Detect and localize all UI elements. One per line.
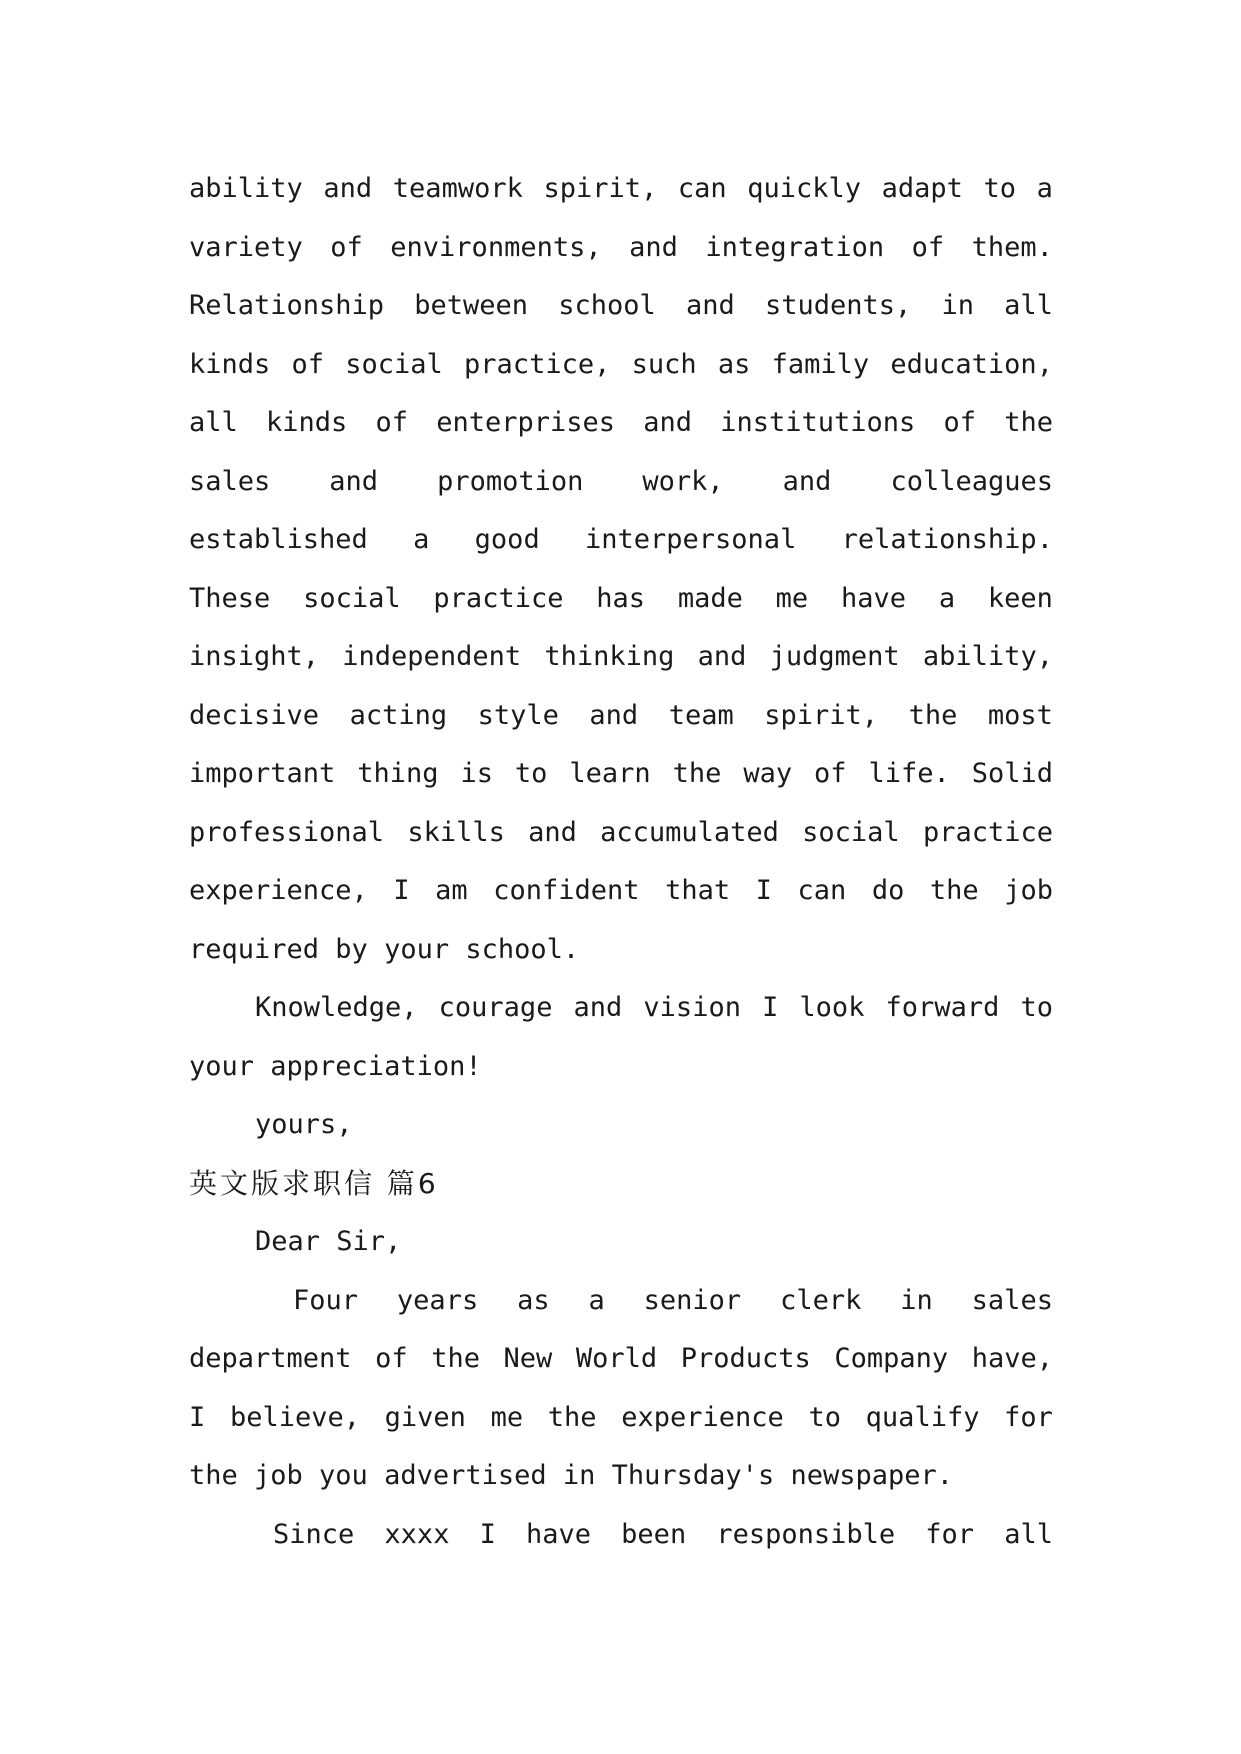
word: a bbox=[938, 582, 956, 614]
word: variety bbox=[189, 231, 303, 263]
word: and bbox=[643, 407, 692, 438]
word: skills bbox=[407, 816, 505, 848]
closing: yours, bbox=[255, 1109, 353, 1140]
word: of bbox=[291, 348, 325, 380]
word: that bbox=[665, 875, 731, 906]
word: for bbox=[925, 1518, 975, 1550]
word: of bbox=[911, 231, 945, 263]
word: department bbox=[189, 1343, 352, 1374]
word: education, bbox=[890, 348, 1053, 380]
word: and bbox=[697, 641, 747, 672]
word: way bbox=[743, 758, 793, 789]
word: a bbox=[588, 1284, 605, 1316]
word: vision bbox=[643, 992, 741, 1023]
paragraph-3-last-line: the job you advertised in Thursday's newspaper. bbox=[189, 1460, 954, 1491]
text-line bbox=[189, 1389, 1053, 1448]
paragraph-2-first-line bbox=[189, 979, 1053, 1038]
word: and bbox=[329, 465, 379, 497]
word: for bbox=[1004, 1401, 1053, 1433]
word: given bbox=[384, 1401, 466, 1433]
word: experience bbox=[621, 1401, 784, 1433]
word: Products bbox=[680, 1343, 811, 1374]
word: have, bbox=[971, 1343, 1053, 1374]
word: life. bbox=[868, 758, 950, 789]
word: and bbox=[589, 699, 639, 731]
word: integration bbox=[705, 231, 885, 263]
word: believe, bbox=[229, 1401, 360, 1433]
word: all bbox=[189, 407, 238, 438]
word: experience, bbox=[189, 875, 368, 906]
word: ability bbox=[189, 173, 303, 204]
word: a bbox=[413, 524, 430, 555]
word: practice bbox=[922, 816, 1053, 848]
text-line bbox=[189, 804, 1053, 863]
word: thing bbox=[357, 758, 439, 789]
word: Four bbox=[293, 1284, 359, 1316]
text-line bbox=[189, 394, 1053, 453]
word: kinds bbox=[265, 407, 348, 438]
word: environments, bbox=[390, 231, 602, 263]
word: do bbox=[871, 875, 905, 906]
word: to bbox=[983, 173, 1017, 204]
word: social bbox=[802, 816, 900, 848]
word: most bbox=[987, 699, 1053, 731]
word: responsible bbox=[716, 1518, 896, 1550]
word: Solid bbox=[971, 758, 1053, 789]
word: senior bbox=[643, 1284, 742, 1316]
text-line bbox=[189, 453, 1053, 512]
word: adapt bbox=[881, 173, 963, 204]
word: judgment bbox=[769, 641, 900, 672]
word: I bbox=[762, 992, 779, 1023]
word: Since bbox=[273, 1518, 355, 1550]
paragraph-1-last-line: required by your school. bbox=[189, 933, 580, 965]
word: and bbox=[573, 992, 623, 1023]
word: Knowledge, bbox=[255, 992, 418, 1023]
word: Company bbox=[834, 1343, 949, 1374]
word: job bbox=[1004, 875, 1053, 906]
word: is bbox=[460, 758, 493, 789]
text-line bbox=[189, 219, 1053, 278]
text-line bbox=[189, 511, 1053, 570]
word: can bbox=[677, 173, 727, 204]
word: social bbox=[345, 348, 443, 380]
word: practice, bbox=[464, 348, 611, 380]
word: interpersonal bbox=[585, 524, 797, 555]
word: a bbox=[1036, 173, 1053, 204]
word: all bbox=[1004, 1518, 1053, 1550]
text-line bbox=[189, 862, 1053, 921]
word: spirit, bbox=[543, 173, 658, 204]
paragraph-4-first-line bbox=[189, 1506, 1053, 1565]
word: and bbox=[629, 231, 678, 263]
word: been bbox=[621, 1518, 687, 1550]
word: am bbox=[435, 875, 468, 906]
word: me bbox=[490, 1401, 524, 1433]
word: practice bbox=[433, 582, 564, 614]
word: institutions bbox=[720, 407, 916, 438]
word: have bbox=[526, 1518, 592, 1550]
word: the bbox=[929, 875, 979, 906]
paragraph-3-first-line bbox=[189, 1272, 1053, 1331]
word: the bbox=[908, 699, 958, 731]
word: accumulated bbox=[600, 816, 779, 848]
text-line bbox=[189, 570, 1053, 629]
word: spirit, bbox=[764, 699, 879, 731]
paragraph-3 bbox=[189, 1330, 1053, 1447]
text-line bbox=[189, 687, 1053, 746]
word: quickly bbox=[747, 173, 862, 204]
word: sales bbox=[971, 1284, 1053, 1316]
paragraph-2-last-line: your appreciation! bbox=[189, 1050, 482, 1082]
word: teamwork bbox=[392, 173, 523, 204]
document-page bbox=[189, 160, 1053, 1564]
word: made bbox=[677, 582, 743, 614]
word: professional bbox=[189, 816, 385, 848]
word: to bbox=[808, 1401, 841, 1433]
word: to bbox=[514, 758, 548, 789]
word: keen bbox=[987, 582, 1053, 614]
word: confident bbox=[493, 875, 640, 906]
word: and bbox=[782, 465, 832, 497]
word: of bbox=[814, 758, 847, 789]
word: courage bbox=[438, 992, 553, 1023]
word: colleagues bbox=[890, 465, 1053, 497]
word: school bbox=[558, 290, 656, 321]
word: to bbox=[1020, 992, 1053, 1023]
word: the bbox=[672, 758, 722, 789]
word: look bbox=[799, 992, 865, 1023]
word: insight, bbox=[189, 641, 320, 672]
word: all bbox=[1004, 290, 1053, 321]
word: such bbox=[631, 348, 697, 380]
word: me bbox=[775, 582, 809, 614]
word: the bbox=[547, 1401, 597, 1433]
word: the bbox=[431, 1343, 480, 1374]
text-line bbox=[189, 336, 1053, 395]
word: social bbox=[303, 582, 401, 614]
word: of bbox=[375, 1343, 408, 1374]
word: team bbox=[668, 699, 734, 731]
word: work, bbox=[642, 465, 724, 497]
word: of bbox=[330, 231, 363, 263]
word: forward bbox=[885, 992, 1000, 1023]
word: can bbox=[797, 875, 847, 906]
word: has bbox=[596, 582, 646, 614]
word: in bbox=[941, 290, 974, 321]
word: qualify bbox=[865, 1401, 980, 1433]
word: ability, bbox=[922, 641, 1053, 672]
word: independent bbox=[342, 641, 522, 672]
word: style bbox=[477, 699, 559, 731]
text-line bbox=[189, 160, 1053, 219]
word: kinds bbox=[189, 348, 271, 380]
word: established bbox=[189, 524, 368, 555]
word: between bbox=[414, 290, 529, 321]
word: of bbox=[375, 407, 408, 438]
text-line bbox=[189, 1330, 1053, 1389]
word: and bbox=[685, 290, 735, 321]
word: promotion bbox=[437, 465, 584, 497]
word: I bbox=[479, 1518, 496, 1550]
word: of bbox=[943, 407, 976, 438]
word: clerk bbox=[780, 1284, 862, 1316]
salutation: Dear Sir, bbox=[255, 1226, 402, 1257]
word: years bbox=[396, 1284, 479, 1316]
paragraph-1 bbox=[189, 160, 1053, 921]
word: I bbox=[755, 875, 772, 906]
word: the bbox=[1004, 407, 1053, 438]
word: good bbox=[474, 524, 540, 555]
word: acting bbox=[349, 699, 448, 731]
word: in bbox=[900, 1284, 933, 1316]
word: xxxx bbox=[384, 1518, 450, 1550]
word: decisive bbox=[189, 699, 320, 731]
word: as bbox=[517, 1284, 550, 1316]
word: New bbox=[503, 1343, 553, 1374]
word: thinking bbox=[544, 641, 675, 672]
word: Relationship bbox=[189, 290, 385, 321]
text-line bbox=[189, 628, 1053, 687]
word: World bbox=[575, 1343, 658, 1374]
word: family bbox=[771, 348, 870, 380]
section-heading: 英文版求职信 篇6 bbox=[189, 1166, 439, 1200]
word: I bbox=[393, 875, 410, 906]
word: sales bbox=[189, 465, 271, 497]
word: students, bbox=[764, 290, 912, 321]
word: enterprises bbox=[436, 407, 615, 438]
word: them. bbox=[971, 231, 1053, 263]
word: learn bbox=[569, 758, 651, 789]
word: These bbox=[189, 582, 271, 614]
word: I bbox=[189, 1401, 206, 1433]
text-line bbox=[189, 745, 1053, 804]
word: and bbox=[528, 816, 577, 848]
word: important bbox=[189, 758, 336, 789]
word: have bbox=[840, 582, 907, 614]
word: relationship. bbox=[841, 524, 1053, 555]
text-line bbox=[189, 277, 1053, 336]
word: and bbox=[323, 173, 373, 204]
word: as bbox=[717, 348, 751, 380]
